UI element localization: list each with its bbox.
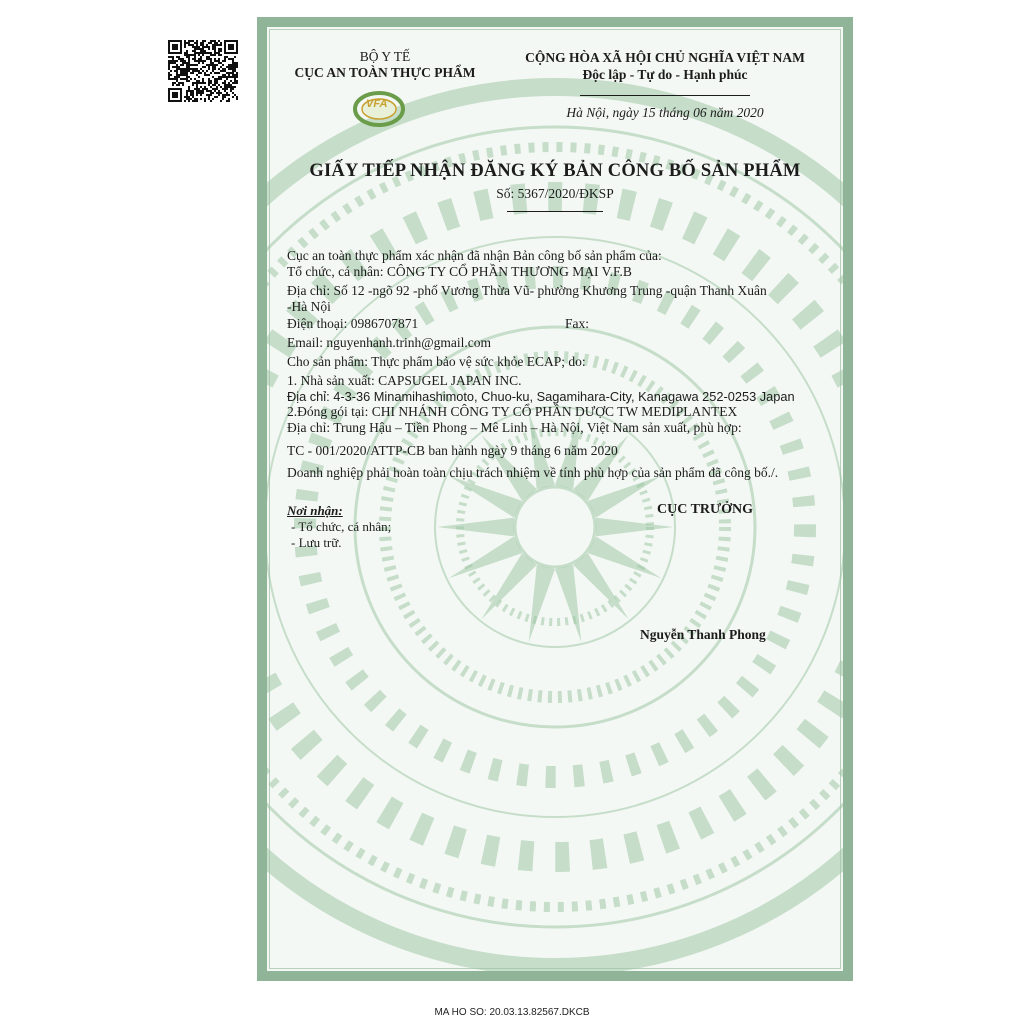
address-line-1: Địa chỉ: Số 12 -ngõ 92 -phố Vương Thừa Vũ- phường Khương Trung -quận Thanh Xuân bbox=[287, 283, 767, 298]
intro-line: Cục an toàn thực phẩm xác nhận đã nhận Bản công bố sản phẩm của: bbox=[287, 248, 662, 263]
packer-line: 2.Đóng gói tại: CHI NHÁNH CÔNG TY CỔ PHẦN DƯỢC TW MEDIPLANTEX bbox=[287, 404, 738, 419]
recipients-heading: Nơi nhận: bbox=[287, 503, 343, 518]
signature-title: CỤC TRƯỞNG bbox=[657, 502, 754, 517]
agency-name: CỤC AN TOÀN THỰC PHẨM bbox=[294, 65, 476, 80]
manufacturer-address: Địa chỉ: 4-3-36 Minamihashimoto, Chuo-ku, Sagamihara-City, Kanagawa 252-0253 Japan bbox=[287, 389, 795, 404]
national-heading bbox=[495, 49, 835, 100]
ministry-name: BỘ Y TẾ bbox=[359, 49, 411, 64]
standard-line: TC - 001/2020/ATTP-CB ban hành ngày 9 tháng 6 năm 2020 bbox=[287, 443, 618, 458]
organization-line: Tổ chức, cá nhân: CÔNG TY CỔ PHẦN THƯƠNG MẠI V.F.B bbox=[287, 264, 632, 279]
phone-line: Điện thoại: 0986707871 bbox=[287, 316, 419, 331]
issuer-block bbox=[285, 49, 485, 81]
qr-code bbox=[166, 38, 240, 104]
recipient-item: - Lưu trữ. bbox=[291, 535, 342, 550]
record-code: MA HO SO: 20.03.13.82567.DKCB bbox=[434, 1007, 590, 1018]
manufacturer-line: 1. Nhà sản xuất: CAPSUGEL JAPAN INC. bbox=[287, 373, 522, 388]
fax-line: Fax: bbox=[565, 316, 590, 331]
address-line-2: -Hà Nội bbox=[287, 299, 331, 314]
email-line: Email: nguyenhanh.trinh@gmail.com bbox=[287, 335, 492, 350]
product-line: Cho sản phẩm: Thực phẩm bảo vệ sức khỏe ECAP; do: bbox=[287, 354, 586, 369]
signer-name: Nguyễn Thanh Phong bbox=[640, 627, 766, 642]
recipient-item: - Tổ chức, cá nhân; bbox=[291, 519, 392, 534]
vfa-logo-text: VFA bbox=[366, 98, 388, 110]
document-title: GIẤY TIẾP NHẬN ĐĂNG KÝ BẢN CÔNG BỐ SẢN PHẨM bbox=[309, 161, 801, 181]
country-name: CỘNG HÒA XÃ HỘI CHỦ NGHĨA VIỆT NAM bbox=[525, 50, 805, 65]
motto: Độc lập - Tự do - Hạnh phúc bbox=[582, 67, 748, 82]
document-number: Số: 5367/2020/ĐKSP bbox=[496, 186, 614, 201]
certificate bbox=[257, 17, 853, 981]
motto-underline bbox=[580, 95, 750, 96]
issue-date: Hà Nội, ngày 15 tháng 06 năm 2020 bbox=[566, 105, 764, 120]
title-rule bbox=[507, 211, 603, 212]
responsibility-line: Doanh nghiệp phải hoàn toàn chịu trách nhiệm về tính phù hợp của sản phẩm đã công bố./. bbox=[287, 465, 779, 480]
packer-address: Địa chỉ: Trung Hậu – Tiền Phong – Mê Linh – Hà Nội, Việt Nam sản xuất, phù hợp: bbox=[287, 420, 742, 435]
